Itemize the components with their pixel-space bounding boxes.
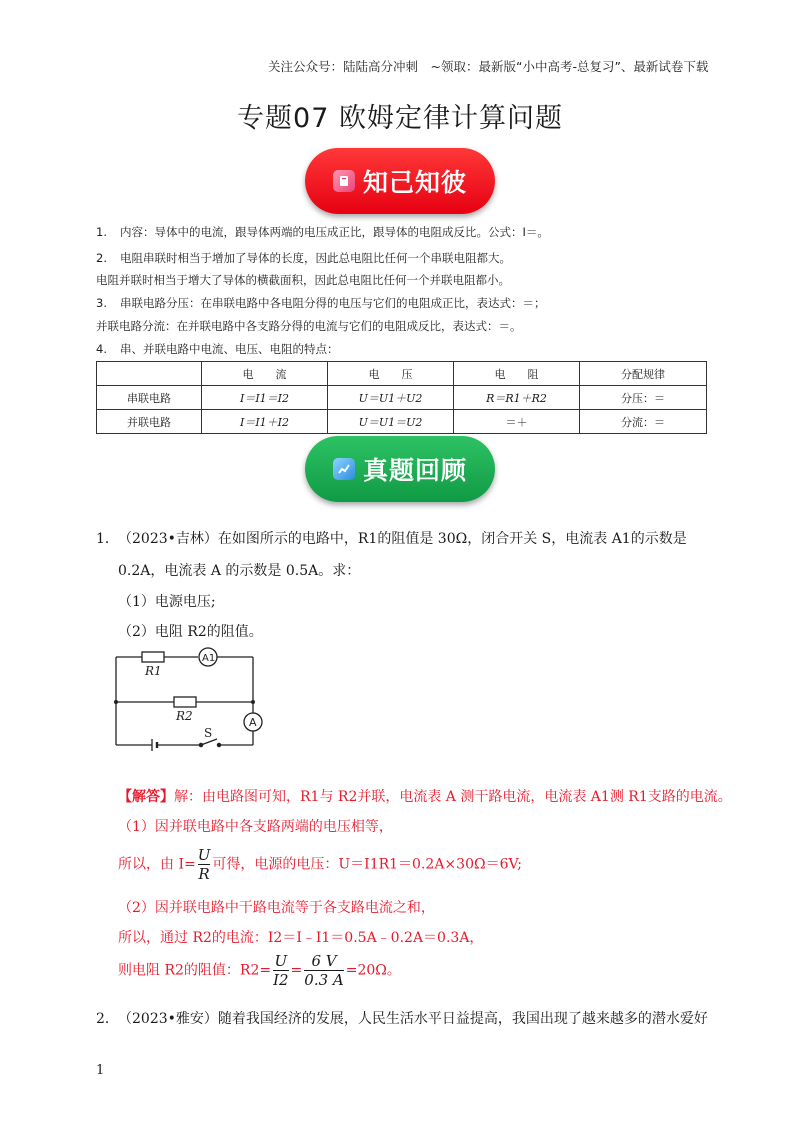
chart-icon (333, 458, 355, 480)
page-number: 1 (96, 1063, 105, 1078)
label-s: S (204, 726, 213, 740)
problem1-line1: 1．（2023•吉林）在如图所示的电路中，R1的阻值是 30Ω，闭合开关 S，电流表 A1的示数是 (96, 531, 687, 547)
problem1-line2: 0.2A，电流表 A 的示数是 0.5A。求： (118, 563, 361, 579)
knowledge-p3: 3. 串联电路分压：在串联电路中各电阻分得的电压与它们的电阻成正比，表达式：＝； (96, 296, 546, 310)
answer-line3: 所以，由 I= $\frac{U}{R}$ 可得，电源的电压：U＝I1R1＝0.2A×30Ω＝6V; (118, 846, 522, 883)
table-cell: 并联电路 (97, 410, 202, 434)
knowledge-p4: 4. 串、并联电路中电流、电压、电阻的特点： (96, 342, 339, 356)
circuit-diagram (110, 645, 270, 755)
table-row (97, 386, 707, 410)
answer-line1: 【解答】解：由电路图可知，R1与 R2并联，电流表 A 测干路电流，电流表 A1测 R1支路的电流。 (118, 789, 732, 805)
fraction-values: $\frac{6 V}{0.3 A}$ (304, 952, 344, 989)
problem1-q2: （2）电阻 R2的阻值。 (118, 624, 263, 640)
table-cell: 串联电路 (97, 386, 202, 410)
table-header: 电 压 (328, 362, 454, 386)
table-header: 分配规律 (580, 362, 707, 386)
table-header: 电 流 (202, 362, 328, 386)
label-r1: R1 (145, 664, 162, 678)
header-note: 关注公众号：陆陆高分冲刺 ~领取：最新版“小中高考-总复习”、最新试卷下载 (268, 59, 709, 74)
table-cell: ＝＋ (454, 410, 580, 434)
table-header: 电 阻 (454, 362, 580, 386)
junction-dot (114, 700, 118, 704)
fraction-u-over-r: $\frac{U}{R}$ (197, 846, 211, 883)
page-title: 专题07 欧姆定律计算问题 (237, 103, 563, 134)
book-icon (333, 170, 355, 192)
table-cell: R＝R1＋R2 (454, 386, 580, 410)
table-cell: I＝I1＋I2 (202, 410, 328, 434)
label-a1: A1 (202, 653, 216, 664)
answer-line5: 所以，通过 R2的电流：I2＝I﹣I1＝0.5A﹣0.2A＝0.3A， (118, 930, 484, 946)
table-header-row (97, 362, 707, 386)
table-cell: 分流：＝ (580, 410, 707, 434)
problem2-line1: 2．（2023•雅安）随着我国经济的发展，人民生活水平日益提高，我国出现了越来越多的潜水爱好 (96, 1011, 708, 1027)
answer-line4: （2）因并联电路中干路电流等于各支路电流之和， (118, 900, 435, 916)
junction-dot (251, 700, 255, 704)
knowledge-p1: 1. 内容：导体中的电流，跟导体两端的电压成正比，跟导体的电阻成反比。公式：I＝。 (96, 225, 549, 239)
answer-line6: 则电阻 R2的阻值：R2= $\frac{U}{I2}$ = $\frac{6 V}{0.3 A}$ =20Ω。 (118, 952, 401, 989)
answer-line2: （1）因并联电路中各支路两端的电压相等， (118, 819, 393, 835)
review-badge (305, 436, 495, 502)
problem1-q1: （1）电源电压; (118, 594, 216, 610)
table-row (97, 410, 707, 434)
knowledge-p2b: 电阻并联时相当于增大了导体的横截面积，因此总电阻比任何一个并联电阻都小。 (96, 273, 510, 287)
knowledge-p3b: 并联电路分流：在并联电路中各支路分得的电流与它们的电阻成反比，表达式：＝。 (96, 319, 522, 333)
knowledge-p2: 2. 电阻串联时相当于增加了导体的长度，因此总电阻比任何一个串联电阻都大。 (96, 251, 511, 265)
table-cell: I＝I1＝I2 (202, 386, 328, 410)
knowledge-badge (305, 148, 495, 214)
label-r2: R2 (176, 709, 193, 723)
circuit-summary-table (96, 361, 707, 434)
review-badge-label: 真题回顾 (362, 456, 467, 485)
fraction-u-over-i2: $\frac{U}{I2}$ (273, 952, 289, 989)
table-cell: U＝U1＋U2 (328, 386, 454, 410)
table-cell: 分压：＝ (580, 386, 707, 410)
table-cell: U＝U1＝U2 (328, 410, 454, 434)
table-header (97, 362, 202, 386)
label-a: A (249, 716, 257, 729)
knowledge-badge-label: 知己知彼 (362, 168, 467, 197)
